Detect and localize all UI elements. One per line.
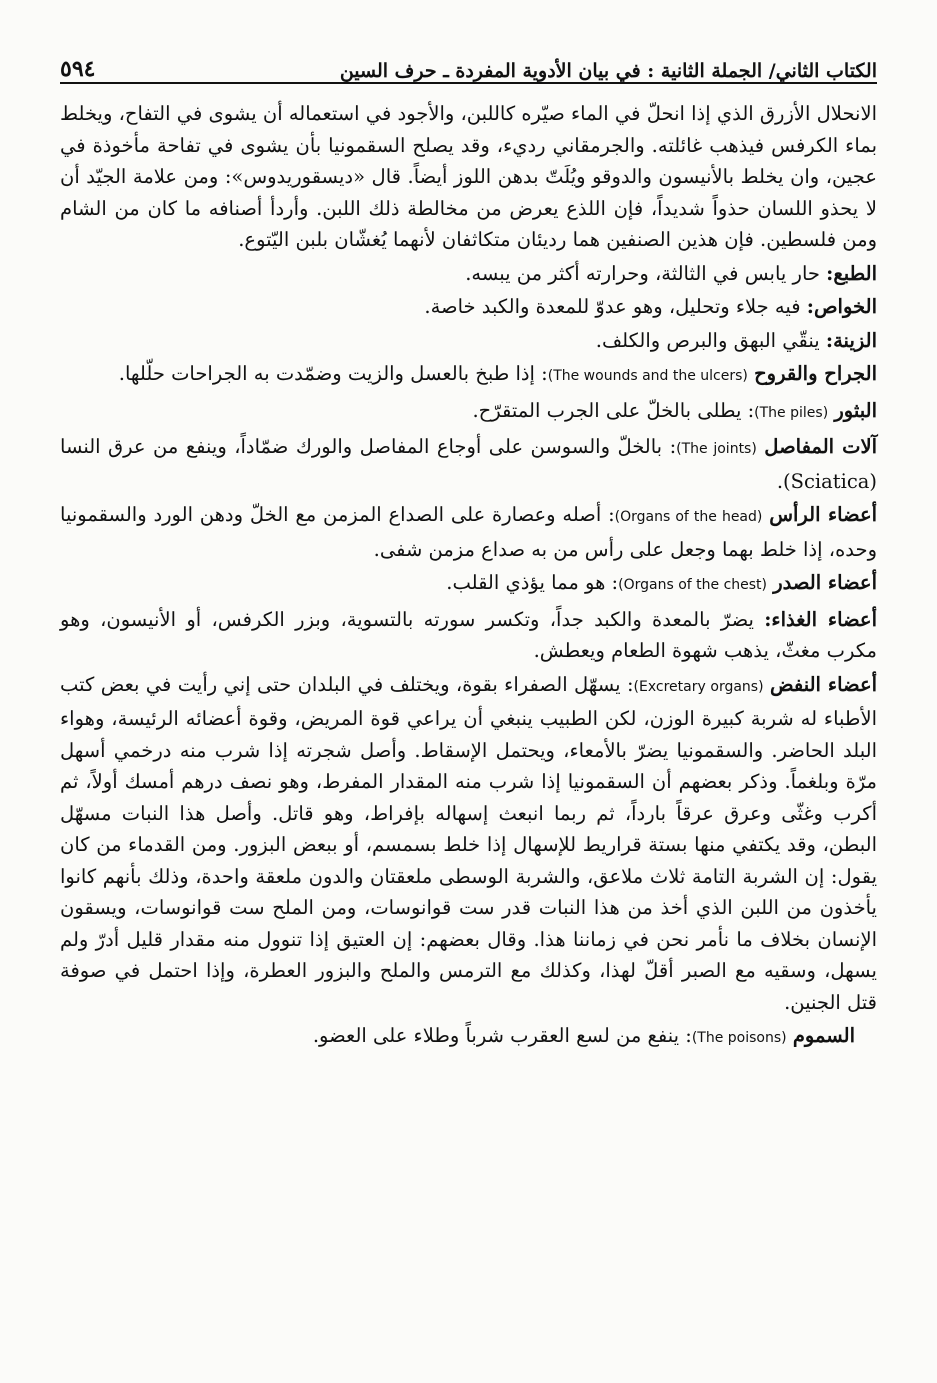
- entry-english-term: (The piles): [754, 404, 829, 421]
- entry-paragraph: [60, 1020, 877, 1055]
- entry-text: حار يابس في الثالثة، وحرارته أكثر من يبسه.: [465, 261, 827, 285]
- entry-text: : يطلى بالخلّ على الجرب المتقرّح.: [472, 398, 755, 422]
- entry-heading: أعضاء الغذاء:: [764, 607, 877, 631]
- entry-english-term: (The poisons): [691, 1030, 787, 1046]
- intro-paragraph: الانحلال الأزرق الذي إذا انحلّ في الماء صيّره كاللبن، والأجود في استعماله أن يشوى في التفاح، ويخلط بماء الكرفس فيذهب غائلته. والجرمقاني رديء، وقد يصلح السقمونيا بأن يشوى في تفاحة مأخوذة في عجين، وان يخلط بالأنيسون والدوقو ويُلَتّ بدهن اللوز أيضاً. قال «ديسقوريدوس»: ومن علامة الجيّد أن لا يحذو اللسان حذواً شديداً، فإن اللذع يعرض من مخالطة ذلك اللبن. وأردأ أصنافه ما كان من الشام ومن فلسطين. فإن هذين الصنفين هما رديئان متكاثفان لأنهما يُغشّان بلبن اليّتوع.: [60, 102, 877, 251]
- page-number: ٥٩٤: [60, 56, 96, 82]
- entry-paragraph: [60, 325, 877, 357]
- entries-list: [60, 258, 877, 1055]
- entry-paragraph: [60, 395, 877, 430]
- entry-english-term: (Organs of the head): [614, 509, 763, 525]
- entry-english-term: (The wounds and the ulcers): [547, 368, 748, 384]
- entry-text: يضرّ بالمعدة والكبد جداً، وتكسر سورته بالتسوية، وبزر الكرفس، أو الأنيسون، وهو مكرب مغثّ، يذهب شهوة الطعام ويعطش.: [60, 607, 877, 662]
- entry-paragraph: [60, 567, 877, 602]
- entry-heading: أعضاء الصدر: [773, 571, 877, 594]
- entry-heading: الطبع:: [826, 261, 877, 285]
- page-header: [60, 30, 877, 84]
- entry-text: : إذا طبخ بالعسل والزيت وضمّدت به الجراحات حلّلها.: [118, 362, 548, 385]
- entry-text: : أصله وعصارة على الصداع المزمن مع الخلّ ودهن الورد والسقمونيا وحده، إذا خلط بهما وجعل على رأس من به صداع مزمن شفى.: [60, 503, 877, 561]
- entry-paragraph: [60, 431, 877, 497]
- entry-paragraph: [60, 604, 877, 667]
- entry-english-term: (The joints): [676, 441, 757, 457]
- entry-heading: الزينة:: [825, 328, 877, 352]
- entry-heading: أعضاء الرأس: [769, 503, 878, 526]
- entry-paragraph: [60, 258, 877, 290]
- entry-text: : هو مما يؤذي القلب.: [446, 571, 619, 594]
- entry-heading: البثور: [834, 398, 877, 422]
- entry-heading: آلات المفاصل: [764, 435, 878, 458]
- entry-english-term: (Organs of the chest): [618, 577, 767, 593]
- entry-heading: الجراح والقروح: [754, 362, 877, 385]
- entry-heading: أعضاء النفض: [769, 672, 877, 696]
- entry-text: : ينفع من لسع العقرب شرباً وطلاء على العضو.: [312, 1024, 692, 1047]
- entry-heading: الخواص:: [806, 295, 877, 318]
- entry-text: : يسهّل الصفراء بقوة، ويختلف في البلدان حتى إني رأيت في بعض كتب الأطباء له شربة كبيرة الوزن، لكن الطبيب ينبغي أن يراعي قوة المريض، وقوة أعضائه الرئيسة، وهواء البلد الحاضر. والسقمونيا يضرّ بالأمعاء، ويحتمل الإسقاط. وأصل شجرته إذا شرب منه درخمي أسهل مرّة وبلغماً. وذكر بعضهم أن السقمونيا إذا شرب منه المقدار المفرط، وهو نصف درهم أمسك أولاً، ثم أكرب وغثّى وعرق عرقاً بارداً، ثم ربما انبعث إسهاله بإفراط، وهو قاتل. وأصل هذا النبات مسهّل البطن، وقد يكتفي منها بستة قراريط للإسهال إذا خلط بسمسم، أو ببعض البزور. ومن القدماء من كان يقول: إن الشربة التامة ثلاث ملاعق، والشربة الوسطى ملعقتان والدون ملعقة واحدة، وذلك بأنهم كانوا يأخذون من اللبن الذي أخذ من هذا النبات قدر ست قوانوسات، ومن الملح ست قوانوسات، ويسقون الإنسان بخلاف ما نأمر نحن في زماننا هذا. وقال بعضهم: إن العتيق إذا تنوول منه مقدار قليل أدرّ ولم يسهل، وسقيه مع الصبر أقلّ لهذا، وكذلك مع الترمس والملح والبزور العطرة، وإذا احتمل في صوفة قتل الجنين.: [60, 672, 877, 1014]
- entry-english-term: (Excretary organs): [633, 678, 764, 695]
- entry-paragraph: [60, 291, 877, 323]
- entry-paragraph: [60, 669, 877, 1019]
- entry-heading: السموم: [792, 1024, 855, 1047]
- entry-paragraph: [60, 358, 877, 393]
- entry-text: : بالخلّ والسوسن على أوجاع المفاصل والورك ضمّاداً، وينفع من عرق النسا (Sciatica).: [60, 435, 877, 493]
- entry-text: فيه جلاء وتحليل، وهو عدوّ للمعدة والكبد خاصة.: [424, 295, 807, 318]
- document-page: [60, 30, 877, 1363]
- running-title: الكتاب الثاني/ الجملة الثانية : في بيان الأدوية المفردة ـ حرف السين: [339, 60, 877, 82]
- entry-text: ينقّي البهق والبرص والكلف.: [595, 328, 826, 352]
- entry-paragraph: [60, 499, 877, 565]
